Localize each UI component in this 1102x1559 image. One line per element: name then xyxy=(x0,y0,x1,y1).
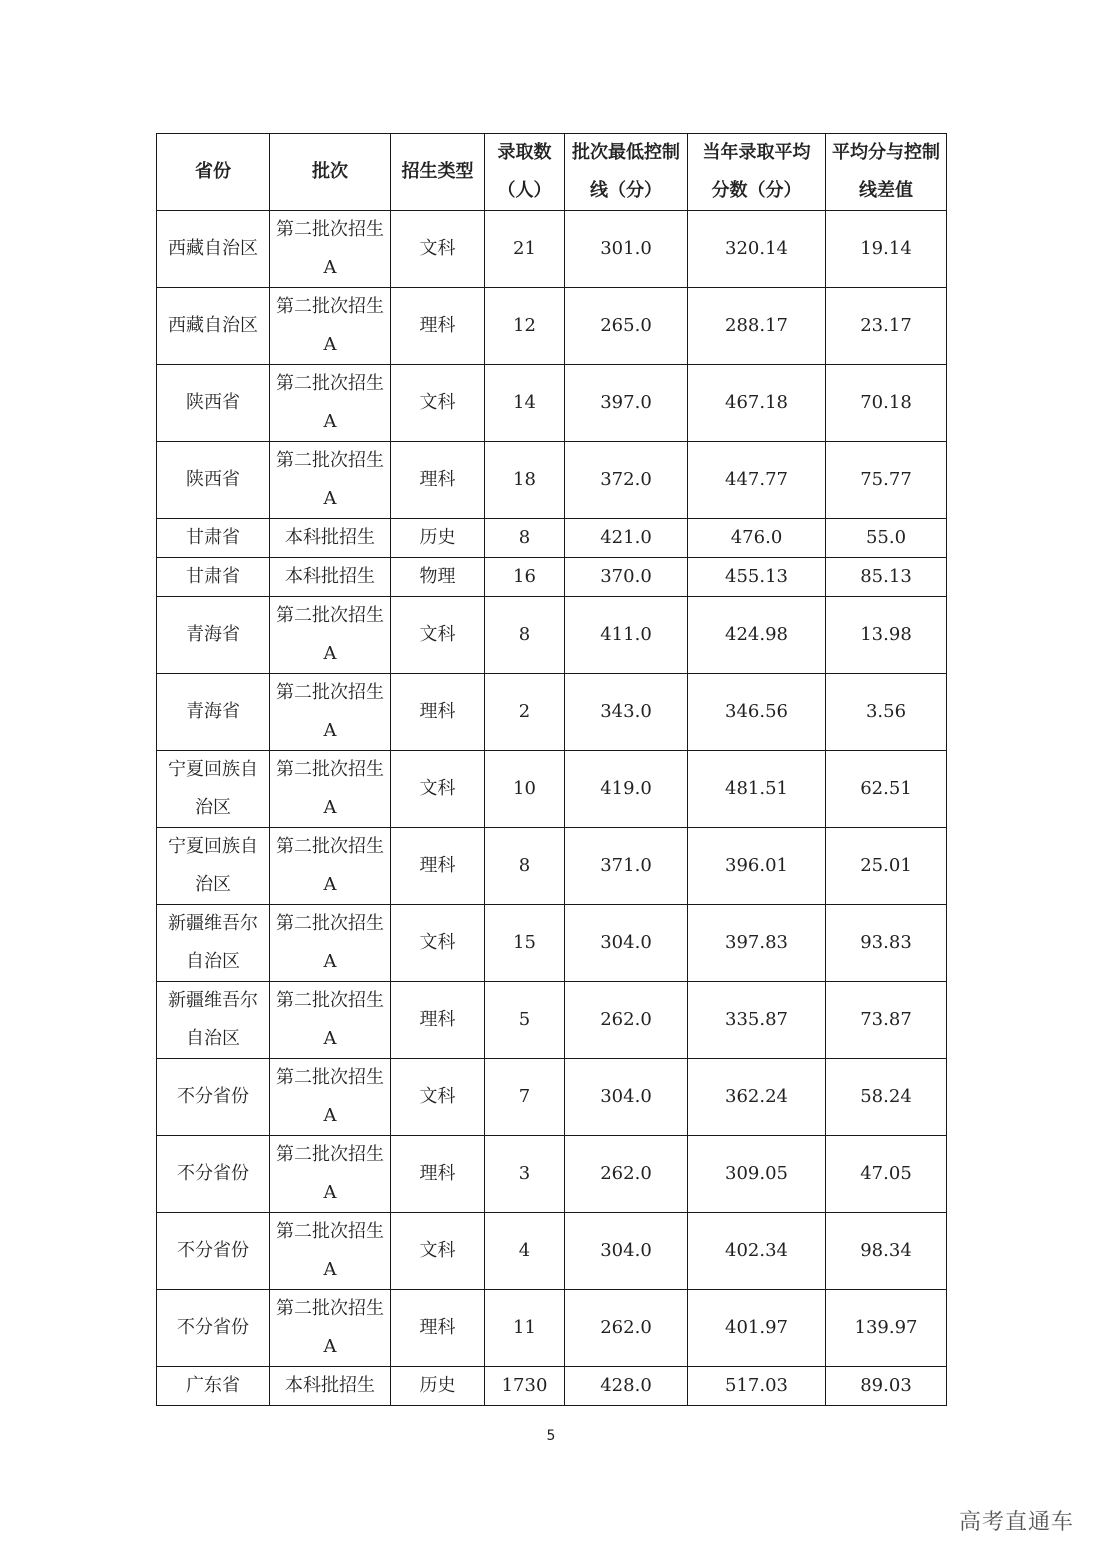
cell-province: 不分省份 xyxy=(157,1290,270,1367)
cell-batch: 本科批招生 xyxy=(270,1367,391,1406)
cell-admitted-count: 1730 xyxy=(485,1367,565,1406)
table-row xyxy=(157,442,947,519)
cell-admitted-count: 10 xyxy=(485,751,565,828)
cell-control-line: 304.0 xyxy=(565,1213,688,1290)
cell-admitted-count: 5 xyxy=(485,982,565,1059)
admission-score-table xyxy=(156,133,947,1406)
cell-province: 宁夏回族自治区 xyxy=(157,828,270,905)
cell-difference: 73.87 xyxy=(826,982,947,1059)
cell-average-score: 517.03 xyxy=(688,1367,826,1406)
cell-batch: 第二批次招生A xyxy=(270,1059,391,1136)
cell-province: 甘肃省 xyxy=(157,519,270,558)
cell-type: 理科 xyxy=(391,674,485,751)
table-body xyxy=(157,211,947,1406)
cell-batch: 第二批次招生A xyxy=(270,982,391,1059)
cell-province: 新疆维吾尔自治区 xyxy=(157,982,270,1059)
cell-type: 文科 xyxy=(391,365,485,442)
cell-average-score: 455.13 xyxy=(688,558,826,597)
cell-type: 理科 xyxy=(391,1290,485,1367)
table-header-row xyxy=(157,134,947,211)
cell-average-score: 335.87 xyxy=(688,982,826,1059)
table-row xyxy=(157,1213,947,1290)
cell-type: 文科 xyxy=(391,1213,485,1290)
table-row xyxy=(157,365,947,442)
cell-type: 理科 xyxy=(391,442,485,519)
table-row xyxy=(157,828,947,905)
cell-control-line: 428.0 xyxy=(565,1367,688,1406)
cell-type: 历史 xyxy=(391,519,485,558)
cell-difference: 139.97 xyxy=(826,1290,947,1367)
cell-average-score: 402.34 xyxy=(688,1213,826,1290)
cell-batch: 第二批次招生A xyxy=(270,674,391,751)
cell-average-score: 467.18 xyxy=(688,365,826,442)
cell-batch: 第二批次招生A xyxy=(270,905,391,982)
table-row xyxy=(157,558,947,597)
header-batch: 批次 xyxy=(270,134,391,211)
cell-control-line: 370.0 xyxy=(565,558,688,597)
table-row xyxy=(157,674,947,751)
cell-province: 不分省份 xyxy=(157,1213,270,1290)
cell-admitted-count: 8 xyxy=(485,828,565,905)
cell-type: 理科 xyxy=(391,982,485,1059)
cell-control-line: 301.0 xyxy=(565,211,688,288)
cell-difference: 23.17 xyxy=(826,288,947,365)
cell-province: 甘肃省 xyxy=(157,558,270,597)
cell-admitted-count: 8 xyxy=(485,519,565,558)
cell-type: 物理 xyxy=(391,558,485,597)
cell-control-line: 304.0 xyxy=(565,905,688,982)
cell-province: 陕西省 xyxy=(157,442,270,519)
cell-admitted-count: 14 xyxy=(485,365,565,442)
cell-admitted-count: 3 xyxy=(485,1136,565,1213)
cell-control-line: 371.0 xyxy=(565,828,688,905)
cell-average-score: 309.05 xyxy=(688,1136,826,1213)
cell-difference: 55.0 xyxy=(826,519,947,558)
header-province: 省份 xyxy=(157,134,270,211)
cell-admitted-count: 11 xyxy=(485,1290,565,1367)
cell-control-line: 397.0 xyxy=(565,365,688,442)
cell-average-score: 396.01 xyxy=(688,828,826,905)
cell-admitted-count: 21 xyxy=(485,211,565,288)
admission-table-container xyxy=(156,133,946,1406)
cell-type: 文科 xyxy=(391,1059,485,1136)
cell-type: 文科 xyxy=(391,751,485,828)
cell-province: 青海省 xyxy=(157,674,270,751)
cell-control-line: 343.0 xyxy=(565,674,688,751)
cell-difference: 58.24 xyxy=(826,1059,947,1136)
cell-batch: 本科批招生 xyxy=(270,558,391,597)
table-row xyxy=(157,751,947,828)
cell-admitted-count: 12 xyxy=(485,288,565,365)
table-row xyxy=(157,211,947,288)
cell-control-line: 411.0 xyxy=(565,597,688,674)
cell-batch: 第二批次招生A xyxy=(270,365,391,442)
table-row xyxy=(157,1059,947,1136)
cell-province: 不分省份 xyxy=(157,1059,270,1136)
cell-control-line: 304.0 xyxy=(565,1059,688,1136)
cell-average-score: 401.97 xyxy=(688,1290,826,1367)
watermark-text: 高考直通车 xyxy=(958,1510,1074,1535)
header-control-line: 批次最低控制线（分） xyxy=(565,134,688,211)
cell-average-score: 424.98 xyxy=(688,597,826,674)
cell-province: 广东省 xyxy=(157,1367,270,1406)
cell-type: 文科 xyxy=(391,211,485,288)
cell-control-line: 419.0 xyxy=(565,751,688,828)
cell-admitted-count: 16 xyxy=(485,558,565,597)
cell-control-line: 262.0 xyxy=(565,1136,688,1213)
cell-difference: 13.98 xyxy=(826,597,947,674)
cell-control-line: 262.0 xyxy=(565,1290,688,1367)
cell-average-score: 481.51 xyxy=(688,751,826,828)
cell-average-score: 447.77 xyxy=(688,442,826,519)
cell-admitted-count: 8 xyxy=(485,597,565,674)
table-row xyxy=(157,288,947,365)
table-row xyxy=(157,519,947,558)
cell-control-line: 372.0 xyxy=(565,442,688,519)
table-row xyxy=(157,982,947,1059)
cell-difference: 93.83 xyxy=(826,905,947,982)
cell-control-line: 265.0 xyxy=(565,288,688,365)
cell-admitted-count: 15 xyxy=(485,905,565,982)
table-row xyxy=(157,597,947,674)
cell-admitted-count: 4 xyxy=(485,1213,565,1290)
cell-average-score: 288.17 xyxy=(688,288,826,365)
cell-type: 理科 xyxy=(391,1136,485,1213)
cell-type: 理科 xyxy=(391,288,485,365)
cell-batch: 第二批次招生A xyxy=(270,211,391,288)
cell-difference: 47.05 xyxy=(826,1136,947,1213)
cell-batch: 第二批次招生A xyxy=(270,442,391,519)
cell-type: 文科 xyxy=(391,905,485,982)
cell-average-score: 476.0 xyxy=(688,519,826,558)
table-row xyxy=(157,905,947,982)
cell-province: 西藏自治区 xyxy=(157,288,270,365)
cell-type: 文科 xyxy=(391,597,485,674)
cell-province: 青海省 xyxy=(157,597,270,674)
cell-average-score: 362.24 xyxy=(688,1059,826,1136)
cell-difference: 3.56 xyxy=(826,674,947,751)
cell-difference: 75.77 xyxy=(826,442,947,519)
cell-batch: 第二批次招生A xyxy=(270,751,391,828)
cell-difference: 25.01 xyxy=(826,828,947,905)
header-average-score: 当年录取平均分数（分） xyxy=(688,134,826,211)
cell-average-score: 397.83 xyxy=(688,905,826,982)
cell-control-line: 421.0 xyxy=(565,519,688,558)
page-number: 5 xyxy=(546,1428,556,1444)
header-type: 招生类型 xyxy=(391,134,485,211)
cell-batch: 本科批招生 xyxy=(270,519,391,558)
cell-admitted-count: 18 xyxy=(485,442,565,519)
cell-average-score: 346.56 xyxy=(688,674,826,751)
cell-average-score: 320.14 xyxy=(688,211,826,288)
cell-province: 宁夏回族自治区 xyxy=(157,751,270,828)
cell-admitted-count: 7 xyxy=(485,1059,565,1136)
header-admitted-count: 录取数（人） xyxy=(485,134,565,211)
table-row xyxy=(157,1367,947,1406)
cell-province: 新疆维吾尔自治区 xyxy=(157,905,270,982)
cell-difference: 62.51 xyxy=(826,751,947,828)
cell-type: 历史 xyxy=(391,1367,485,1406)
cell-difference: 19.14 xyxy=(826,211,947,288)
header-difference: 平均分与控制线差值 xyxy=(826,134,947,211)
cell-difference: 89.03 xyxy=(826,1367,947,1406)
cell-province: 陕西省 xyxy=(157,365,270,442)
cell-batch: 第二批次招生A xyxy=(270,1290,391,1367)
cell-type: 理科 xyxy=(391,828,485,905)
table-row xyxy=(157,1136,947,1213)
cell-control-line: 262.0 xyxy=(565,982,688,1059)
cell-batch: 第二批次招生A xyxy=(270,1136,391,1213)
cell-batch: 第二批次招生A xyxy=(270,828,391,905)
cell-batch: 第二批次招生A xyxy=(270,1213,391,1290)
cell-batch: 第二批次招生A xyxy=(270,288,391,365)
cell-province: 不分省份 xyxy=(157,1136,270,1213)
cell-difference: 85.13 xyxy=(826,558,947,597)
table-row xyxy=(157,1290,947,1367)
cell-difference: 70.18 xyxy=(826,365,947,442)
cell-province: 西藏自治区 xyxy=(157,211,270,288)
cell-admitted-count: 2 xyxy=(485,674,565,751)
cell-batch: 第二批次招生A xyxy=(270,597,391,674)
cell-difference: 98.34 xyxy=(826,1213,947,1290)
